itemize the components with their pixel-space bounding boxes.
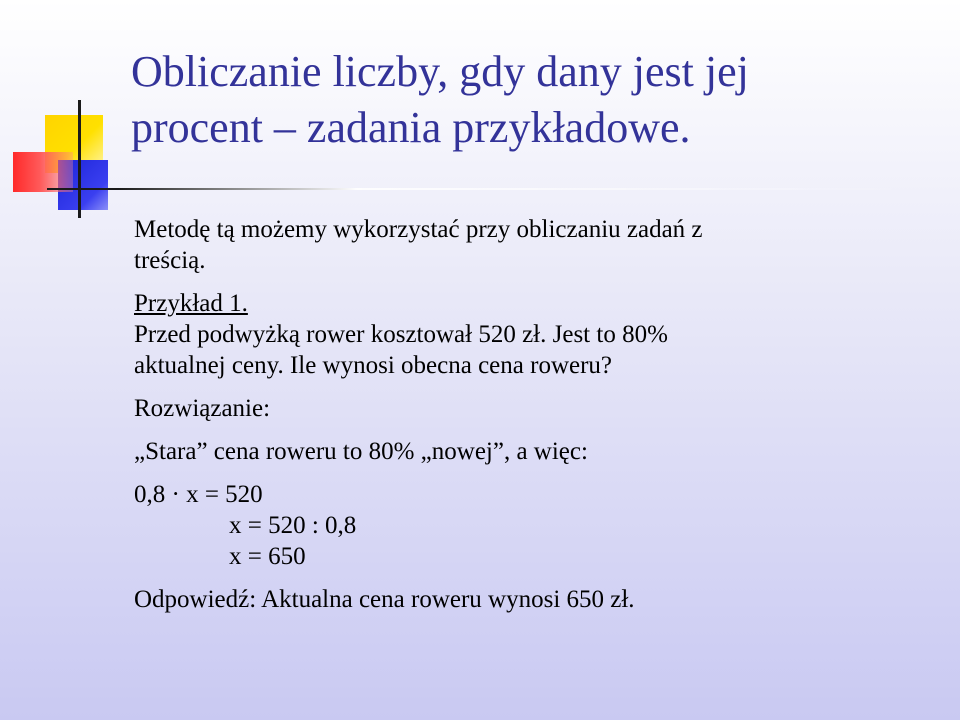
logo-vertical-line bbox=[78, 100, 81, 218]
equation-line-1: 0,8 · x = 520 bbox=[134, 481, 263, 508]
equation-line-2: x = 520 : 0,8 bbox=[229, 512, 357, 539]
slide-body bbox=[134, 214, 914, 627]
logo-red-square bbox=[13, 152, 73, 192]
example-line-2: aktualnej ceny. Ile wynosi obecna cena roweru? bbox=[134, 352, 613, 379]
intro-paragraph bbox=[134, 214, 914, 276]
reasoning-text: „Stara” cena roweru to 80% „nowej”, a więc: bbox=[134, 438, 588, 465]
reasoning-paragraph bbox=[134, 436, 914, 467]
example-line-1: Przed podwyżką rower kosztował 520 zł. Jest to 80% bbox=[134, 321, 668, 348]
answer-text: Odpowiedź: Aktualna cena roweru wynosi 650 zł. bbox=[134, 586, 635, 613]
intro-line-2: treścią. bbox=[134, 247, 206, 274]
slide-title bbox=[131, 44, 931, 156]
slide-title-line-2: procent – zadania przykładowe. bbox=[131, 103, 691, 152]
example-paragraph bbox=[134, 288, 914, 381]
answer-paragraph bbox=[134, 584, 914, 615]
equation-paragraph bbox=[134, 479, 914, 572]
example-label: Przykład 1. bbox=[134, 290, 248, 317]
equation-line-3: x = 650 bbox=[229, 543, 306, 570]
intro-line-1: Metodę tą możemy wykorzystać przy obliczaniu zadań z bbox=[134, 216, 703, 243]
title-underline-rule bbox=[118, 188, 913, 190]
decorative-logo bbox=[0, 0, 140, 230]
slide-title-line-1: Obliczanie liczby, gdy dany jest jej bbox=[131, 47, 749, 96]
solution-label: Rozwiązanie: bbox=[134, 395, 271, 422]
solution-label-paragraph bbox=[134, 393, 914, 424]
